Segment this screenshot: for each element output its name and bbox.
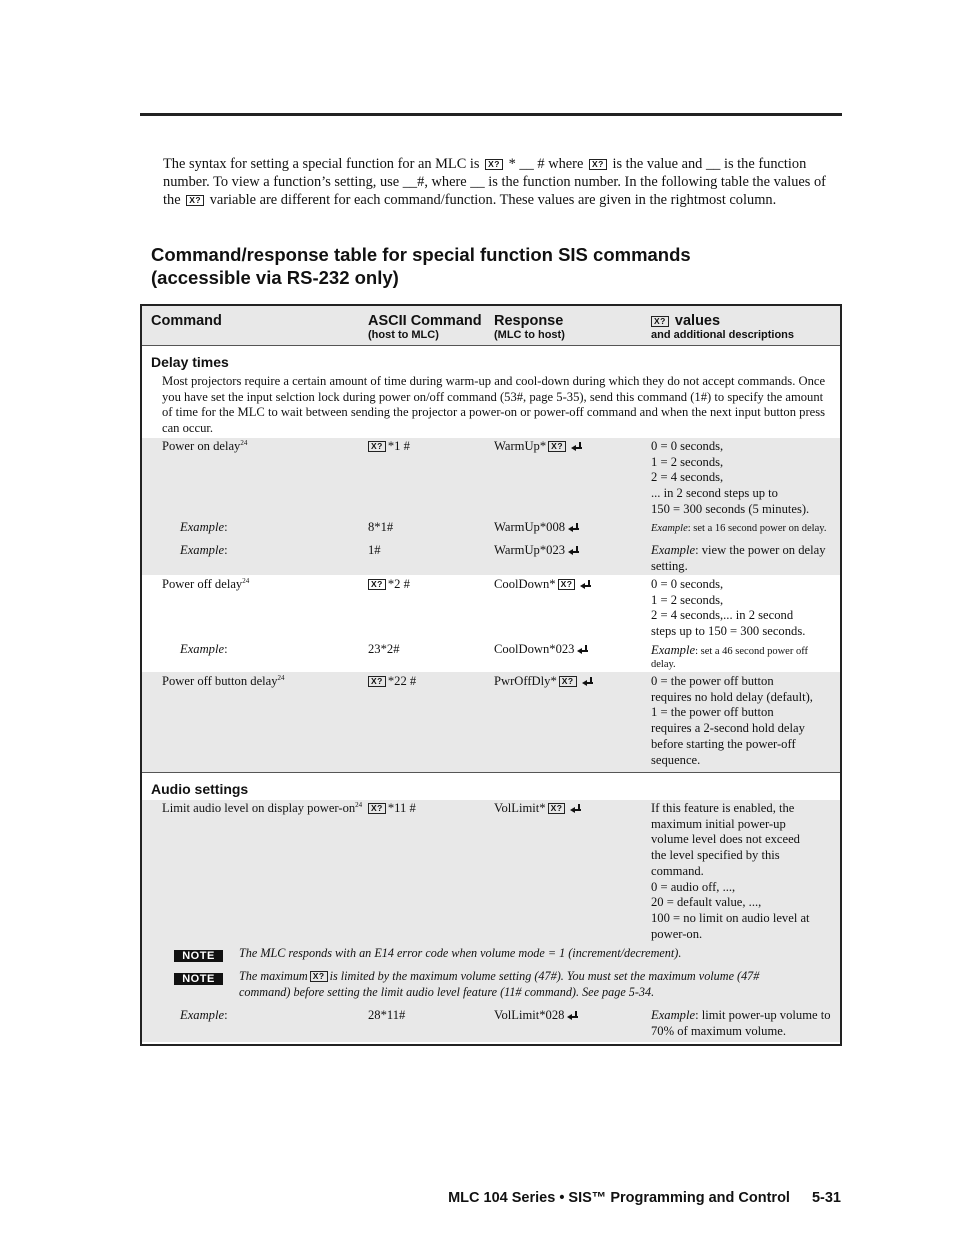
delay-times-description: Most projectors require a certain amount of time during warm-up and cool-down during which they do not accept commands. Once you have set the input selction lock during power on/off command (53#, page 5-35), send this command (1#) to specify the amount of time for the MLC to wait between sending the projector a power-on or power-off command and when the next input button press can occur. <box>162 374 826 436</box>
response-text: CoolDown*023 <box>494 642 575 656</box>
header-response <box>494 313 565 342</box>
ascii-command-text: *2 # <box>387 577 410 591</box>
response-text: PwrOffDly* <box>494 674 557 688</box>
example-response <box>494 520 579 536</box>
value-line: 2 = 4 seconds,... in 2 second <box>651 608 794 623</box>
power-on-delay-label: Power on delay <box>162 439 241 453</box>
example-desc-text: : set a 16 second power on delay. <box>687 523 827 534</box>
footnote-ref: 24 <box>277 674 285 682</box>
audio-settings-heading: Audio settings <box>151 781 249 797</box>
value-line: the level specified by this <box>651 848 780 863</box>
x-variable-icon: X? <box>368 803 386 814</box>
value-line: requires a 2-second hold delay <box>651 721 805 736</box>
header-values <box>651 313 794 342</box>
value-line: 2 = 4 seconds, <box>651 470 724 485</box>
value-line: requires no hold delay (default), <box>651 689 813 704</box>
response-text: WarmUp*008 <box>494 520 566 534</box>
example-desc-text: : limit power-up volume to 70% of maximum volume. <box>651 1008 831 1038</box>
example-label: Example: <box>180 1008 228 1022</box>
page-number: 5-31 <box>811 1190 841 1206</box>
value-line: 0 = audio off, ..., <box>651 879 736 894</box>
example-word: Example <box>651 1008 696 1022</box>
value-line: volume level does not exceed <box>651 832 800 847</box>
value-line: before starting the power-off <box>651 736 796 751</box>
power-on-delay-values <box>651 439 835 518</box>
response-text: CoolDown* <box>494 577 556 591</box>
power-off-delay-name <box>162 577 249 593</box>
note-text-part: command) before setting the limit audio level feature (11# command). See page 5-34. <box>239 984 655 999</box>
x-variable-icon: X? <box>589 159 607 170</box>
example-description <box>651 644 835 671</box>
value-line: 1 = 2 seconds, <box>651 454 724 469</box>
section-divider <box>142 772 840 773</box>
x-variable-icon: X? <box>368 676 386 687</box>
x-variable-icon: X? <box>651 316 669 327</box>
example-response <box>494 642 588 658</box>
table-header <box>142 306 840 346</box>
power-off-button-delay-values <box>651 674 835 768</box>
power-off-button-delay-name <box>162 674 285 690</box>
intro-text-4: variable are different for each command/function. These values are given in the rightmost column. <box>209 192 777 208</box>
example-response <box>494 1008 578 1024</box>
section-title-line-1: Command/response table for special function SIS commands <box>151 244 691 265</box>
example-desc-text: : view the power on delay setting. <box>651 543 826 573</box>
power-off-delay-label: Power off delay <box>162 577 243 591</box>
value-line: 0 = the power off button <box>651 674 774 688</box>
value-line: maximum initial power-up <box>651 816 786 831</box>
value-line: sequence. <box>651 752 701 767</box>
note-text-1: The MLC responds with an E14 error code when volume mode = 1 (increment/decrement). <box>239 946 682 960</box>
limit-audio-name <box>162 801 362 817</box>
enter-icon <box>570 804 581 813</box>
limit-audio-response <box>494 801 581 817</box>
value-line: 20 = default value, ..., <box>651 895 762 910</box>
command-table <box>140 304 842 1046</box>
x-variable-icon: X? <box>485 159 503 170</box>
example-description <box>651 1008 835 1039</box>
section-title <box>151 243 691 289</box>
example-label-text: Example <box>180 642 225 656</box>
example-desc-text: : set a 46 second power off delay. <box>651 646 809 670</box>
value-line: 1 = 2 seconds, <box>651 592 724 607</box>
delay-times-heading: Delay times <box>151 354 229 370</box>
example-word: Example <box>651 643 696 657</box>
top-rule <box>140 113 842 116</box>
value-line: 100 = no limit on audio level at <box>651 910 810 925</box>
footnote-ref: 24 <box>242 577 250 585</box>
example-label-text: Example <box>180 543 225 557</box>
header-command: Command <box>151 313 222 329</box>
example-description <box>651 543 835 574</box>
power-off-button-delay-response <box>494 674 593 690</box>
header-ascii-sub: (host to MLC) <box>368 329 439 341</box>
value-line: steps up to 150 = 300 seconds. <box>651 624 806 639</box>
value-line: 0 = 0 seconds, <box>651 439 724 453</box>
limit-audio-label: Limit audio level on display power-on <box>162 801 356 815</box>
note-text-part: The maximum <box>239 969 308 983</box>
footer-title: MLC 104 Series • SIS™ Programming and Control <box>448 1190 790 1206</box>
intro-text-2: * __ # where <box>508 156 584 172</box>
header-response-label: Response <box>494 313 564 329</box>
enter-icon <box>568 523 579 532</box>
note-text-part: is limited by the maximum volume setting (47#). You must set the maximum volume (47# <box>329 969 760 983</box>
x-variable-icon: X? <box>186 195 204 206</box>
limit-audio-ascii <box>368 801 416 817</box>
value-line: command. <box>651 863 704 878</box>
header-response-sub: (MLC to host) <box>494 329 565 341</box>
x-variable-icon: X? <box>548 441 566 452</box>
intro-text-3: is the value and __ is the function number. To view a function’s setting, use __#, where __ is the function number. In the following table the values of the <box>163 156 826 208</box>
example-label-text: Example <box>180 520 225 534</box>
x-variable-icon: X? <box>368 579 386 590</box>
value-line: 1 = the power off button <box>651 705 774 720</box>
example-label: Example: <box>180 543 228 557</box>
value-line: 0 = 0 seconds, <box>651 577 724 591</box>
response-text: VolLimit* <box>494 801 546 815</box>
ascii-command-text: *22 # <box>387 674 417 688</box>
example-label: Example: <box>180 642 228 656</box>
example-word: Example <box>651 523 688 534</box>
page-footer <box>448 1190 841 1206</box>
power-off-delay-response <box>494 577 591 593</box>
enter-icon <box>582 677 593 686</box>
note-badge: NOTE <box>174 950 223 962</box>
header-values-label: values <box>674 313 721 329</box>
header-ascii-label: ASCII Command <box>368 313 482 329</box>
header-ascii <box>368 313 482 342</box>
value-line: If this feature is enabled, the <box>651 801 795 815</box>
note-badge: NOTE <box>174 973 223 985</box>
intro-paragraph <box>163 155 833 209</box>
intro-text-1: The syntax for setting a special function for an MLC is <box>163 156 480 172</box>
enter-icon <box>568 546 579 555</box>
example-ascii: 8*1# <box>368 520 394 534</box>
ascii-command-text: *11 # <box>387 801 416 815</box>
note-text-2 <box>239 969 829 1000</box>
x-variable-icon: X? <box>310 971 328 982</box>
response-text: VolLimit*028 <box>494 1008 565 1022</box>
power-off-button-delay-ascii <box>368 674 416 690</box>
value-line: power-on. <box>651 926 703 941</box>
power-off-delay-values <box>651 577 835 640</box>
value-line: 150 = 300 seconds (5 minutes). <box>651 501 810 516</box>
limit-audio-values <box>651 801 835 942</box>
enter-icon <box>577 645 588 654</box>
power-on-delay-name <box>162 439 247 455</box>
ascii-command-text: *1 # <box>387 439 410 453</box>
x-variable-icon: X? <box>368 441 386 452</box>
x-variable-icon: X? <box>558 579 576 590</box>
footnote-ref: 24 <box>355 801 363 809</box>
footnote-ref: 24 <box>240 439 248 447</box>
power-off-delay-ascii <box>368 577 410 593</box>
example-word: Example <box>651 543 696 557</box>
response-text: WarmUp*023 <box>494 543 566 557</box>
example-ascii: 23*2# <box>368 642 400 656</box>
example-ascii: 1# <box>368 543 381 557</box>
x-variable-icon: X? <box>559 676 577 687</box>
example-response <box>494 543 579 559</box>
example-ascii: 28*11# <box>368 1008 406 1022</box>
power-on-delay-ascii <box>368 439 410 455</box>
header-values-sub: and additional descriptions <box>651 329 795 341</box>
example-label: Example: <box>180 520 228 534</box>
value-line: ... in 2 second steps up to <box>651 486 778 501</box>
enter-icon <box>580 580 591 589</box>
response-text: WarmUp* <box>494 439 547 453</box>
power-off-button-delay-label: Power off button delay <box>162 674 278 688</box>
example-description <box>651 522 835 535</box>
x-variable-icon: X? <box>548 803 566 814</box>
enter-icon <box>571 442 582 451</box>
enter-icon <box>567 1011 578 1020</box>
power-on-delay-response <box>494 439 582 455</box>
example-label-text: Example <box>180 1008 225 1022</box>
section-title-line-2: (accessible via RS-232 only) <box>151 267 399 288</box>
